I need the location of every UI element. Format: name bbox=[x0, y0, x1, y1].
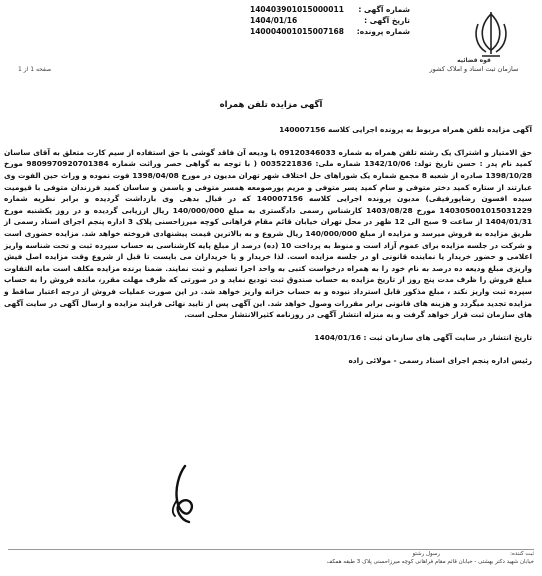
file-number: 140004001015007168 bbox=[250, 27, 344, 36]
page-title: آگهی مزایده تلفن همراه bbox=[219, 100, 323, 110]
organization-block bbox=[415, 56, 533, 74]
file-number-row bbox=[250, 26, 410, 37]
registrar-label: ثبت کننده: bbox=[510, 551, 534, 557]
organization-name: سازمان ثبت اسناد و املاک کشور bbox=[429, 65, 519, 73]
ad-meta bbox=[250, 4, 410, 37]
ministry-name: قوه قضائیه bbox=[457, 57, 491, 64]
office-address: خیابان شهید دکتر بهشتی - خیابان قائم مقام فراهانی کوچه میرزاحسنی پلاک 3 طبقه همکف bbox=[326, 559, 534, 565]
notice-body bbox=[4, 112, 532, 379]
notice-main-text: حق الامتیاز و اشتراک یک رشته تلفن همراه به شماره 09120346033 با ودیعه آن فاقد گوشی با حق استفاده از سیم کارت متعلق به آقای ساسان کمید نام پدر : حسن تاریخ تولد: 1342/10/06 شماره ملی: 0035221836 ( با توجه به گواهی حصر وراثت شماره 9809970920701384 مورخ 1398/10/28 صادره از شعبه 8 مجمع شماره یک شوراهای حل اختلاف شهر تهران مدیون در مورخ 1398/04/08 فوت نموده و وراث حین الفوت وی عبارتند از ستاره کمید دختر متوفی و سام کمید پسر متوفی و مریم پورصومعه همسر متوفی و یاسمن و ساسان کمید فرزندان متوفی با قیومیت سیده افسون رضاپورفیقی) مدیون پرونده اجرایی کلاسه 140007156 که در قبال بدهی وی بازداشت گردیده و برابر نظریه شماره 140305001015031229 مورخ 1403/08/28 کارشناس رسمی دادگستری به مبلغ 140/000/000 ریال ارزیابی گردیده و در روز یکشنبه مورخ 1404/01/31 از ساعت 9 صبح الی 12 ظهر در محل تهران خیابان قائم مقام فراهانی کوچه میرزاحسنی پلاک 3 اداره پنجم اجرای اسناد رسمی از طریق مزایده به فروش میرسد و مزایده از مبلغ 140/000/000 ریال شروع و به بالاترین قیمت پیشنهادی فروخته خواهد شد. مزایده حضوری است و شرکت در جلسه مزایده برای عموم آزاد است و منوط به پرداخت 10 (ده) درصد از مبلغ پایه کارشناسی به حساب سپرده ثبت و تحت شناسه واریز اعلامی و حضور خریدار یا نماینده قانونی او در جلسه مزایده است. لذا خریدار و یا خریداران می بایست تا قبل از شروع وقت مزایده اصل فیش واریزی مبلغ ودیعه ده درصد به نام خود را به همراه درخواست کتبی به واحد اجرا تسلیم و ثبت نمایند. ضمنا برنده مزایده مکلف است مابه التفاوت مبلغ فروش را ظرف مدت پنج روز از تاریخ مزایده به حساب صندوق ثبت تودیع نماید و در صورتی که ظرف مهلت مقرر، مانده فروش را به حساب سپرده ثبت واریز نکند ، مبلغ مذکور قابل استرداد نبوده و به حساب خزانه واریز خواهد شد. در این صورت عملیات فروش از درجه اعتبار ساقط و مزایده تجدید میگردد و هزینه های قانونی برابر مقررات وصول خواهد شد. این آگهی پس از تایید نهائی فرایند مزایده و ارسال آگهی در سایت آگهی های سازمان ثبت قرار خواهد گرفت و به منزله انتشار آگهی در روزنامه کثیرالانتشار محلی است. bbox=[4, 147, 533, 320]
notice-intro: آگهی مزایده تلفن همراه مربوط به پرونده اجرایی کلاسه 140007156 bbox=[279, 124, 532, 134]
page-number: صفحه 1 از 1 bbox=[18, 66, 52, 73]
footer bbox=[8, 550, 534, 566]
file-number-label: شماره پرونده: bbox=[356, 27, 410, 36]
publish-date-line: تاریخ انتشار در سایت آگهی های سازمان ثبت : 1404/01/16 bbox=[314, 333, 532, 343]
ad-date: 1404/01/16 bbox=[250, 16, 298, 25]
signatory-line: رئیس اداره پنجم اجرای اسناد رسمی - مولائی زاده bbox=[348, 356, 532, 366]
ad-number-label: شماره آگهی : bbox=[358, 5, 410, 14]
ad-date-label: تاریخ آگهی : bbox=[364, 16, 410, 25]
ad-date-row bbox=[250, 15, 410, 26]
ad-number: 140403901015000011 bbox=[250, 5, 344, 14]
handwritten-signature bbox=[155, 460, 215, 530]
registrar-name: رسول رشتو bbox=[412, 551, 441, 557]
ad-number-row bbox=[250, 4, 410, 15]
